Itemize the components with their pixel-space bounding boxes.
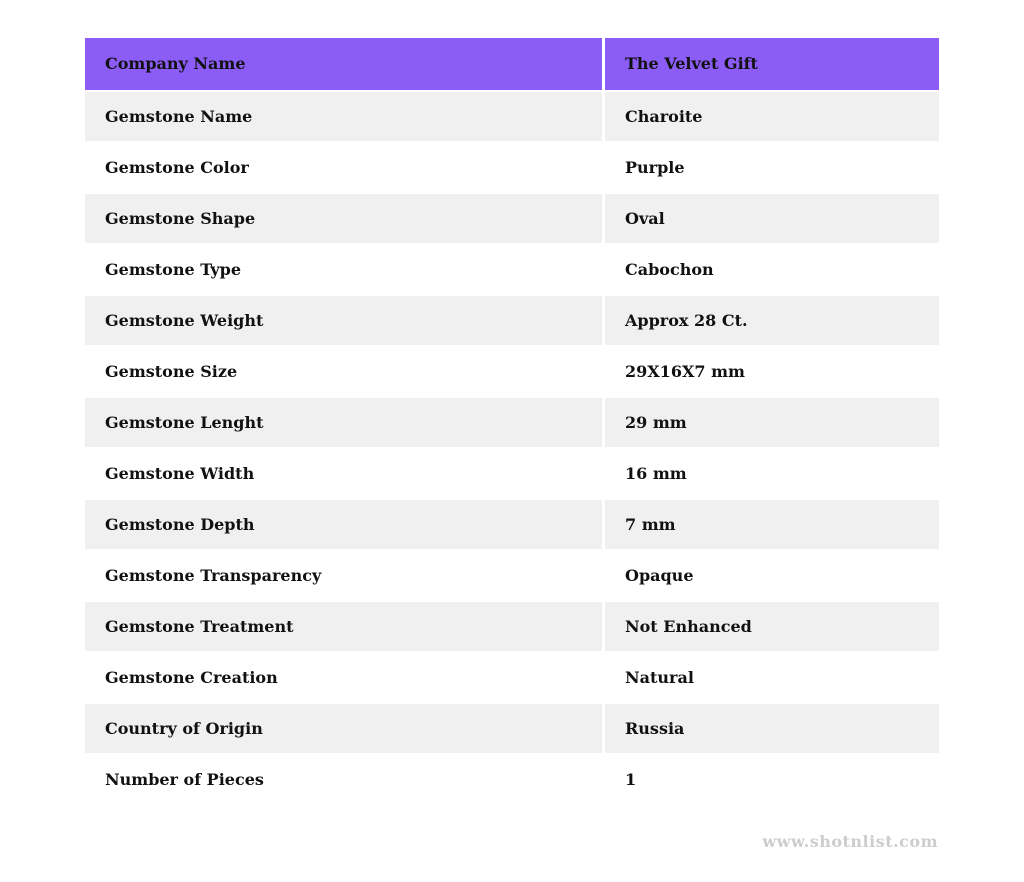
row-value-cell (605, 704, 939, 753)
row-label: Gemstone Depth (105, 514, 255, 534)
gemstone-spec-table (85, 38, 939, 804)
row-label-cell (85, 143, 602, 192)
header-label-cell (85, 38, 602, 90)
row-value: Approx 28 Ct. (625, 310, 748, 330)
table-row (85, 500, 939, 549)
row-value-cell (605, 296, 939, 345)
row-label: Gemstone Treatment (105, 616, 294, 636)
table-header-row (85, 38, 939, 90)
row-label: Gemstone Width (105, 463, 255, 483)
row-value: 29X16X7 mm (625, 361, 745, 381)
row-value: 16 mm (625, 463, 687, 483)
row-label-cell (85, 449, 602, 498)
row-value: Cabochon (625, 259, 714, 279)
table-row (85, 398, 939, 447)
row-label: Gemstone Color (105, 157, 249, 177)
table-row (85, 704, 939, 753)
row-label: Gemstone Transparency (105, 565, 322, 585)
row-value: Russia (625, 718, 685, 738)
header-label: Company Name (105, 54, 246, 73)
row-label-cell (85, 92, 602, 141)
table-row (85, 602, 939, 651)
row-value-cell (605, 755, 939, 804)
row-value: Natural (625, 667, 694, 687)
table-row (85, 143, 939, 192)
table-row (85, 347, 939, 396)
row-value-cell (605, 92, 939, 141)
row-label-cell (85, 245, 602, 294)
row-value: Purple (625, 157, 685, 177)
row-value: 7 mm (625, 514, 676, 534)
row-label-cell (85, 704, 602, 753)
row-label: Gemstone Name (105, 106, 253, 126)
row-label-cell (85, 653, 602, 702)
row-label: Gemstone Shape (105, 208, 256, 228)
row-label: Gemstone Creation (105, 667, 278, 687)
row-value-cell (605, 500, 939, 549)
row-value-cell (605, 143, 939, 192)
row-label-cell (85, 194, 602, 243)
row-label: Country of Origin (105, 718, 263, 738)
table-row (85, 296, 939, 345)
row-label: Gemstone Lenght (105, 412, 264, 432)
row-label: Gemstone Type (105, 259, 242, 279)
row-value-cell (605, 398, 939, 447)
row-value: 1 (625, 769, 637, 789)
header-value: The Velvet Gift (625, 54, 758, 73)
row-value-cell (605, 194, 939, 243)
row-value: 29 mm (625, 412, 687, 432)
row-value-cell (605, 653, 939, 702)
header-value-cell (605, 38, 939, 90)
row-value: Charoite (625, 106, 703, 126)
table-row (85, 653, 939, 702)
row-label: Gemstone Size (105, 361, 238, 381)
watermark-url: www.shotnlist.com (762, 832, 938, 851)
row-label-cell (85, 500, 602, 549)
row-label-cell (85, 602, 602, 651)
row-value-cell (605, 347, 939, 396)
table-row (85, 755, 939, 804)
row-label-cell (85, 398, 602, 447)
table-row (85, 194, 939, 243)
row-value: Opaque (625, 565, 694, 585)
table-row (85, 551, 939, 600)
table-row (85, 245, 939, 294)
row-value-cell (605, 449, 939, 498)
row-value-cell (605, 551, 939, 600)
row-label-cell (85, 755, 602, 804)
row-label-cell (85, 551, 602, 600)
row-label-cell (85, 347, 602, 396)
row-value: Oval (625, 208, 665, 228)
row-value-cell (605, 602, 939, 651)
row-label: Gemstone Weight (105, 310, 264, 330)
table-row (85, 449, 939, 498)
table-row (85, 92, 939, 141)
row-label: Number of Pieces (105, 769, 264, 789)
row-value-cell (605, 245, 939, 294)
row-value: Not Enhanced (625, 616, 752, 636)
row-label-cell (85, 296, 602, 345)
